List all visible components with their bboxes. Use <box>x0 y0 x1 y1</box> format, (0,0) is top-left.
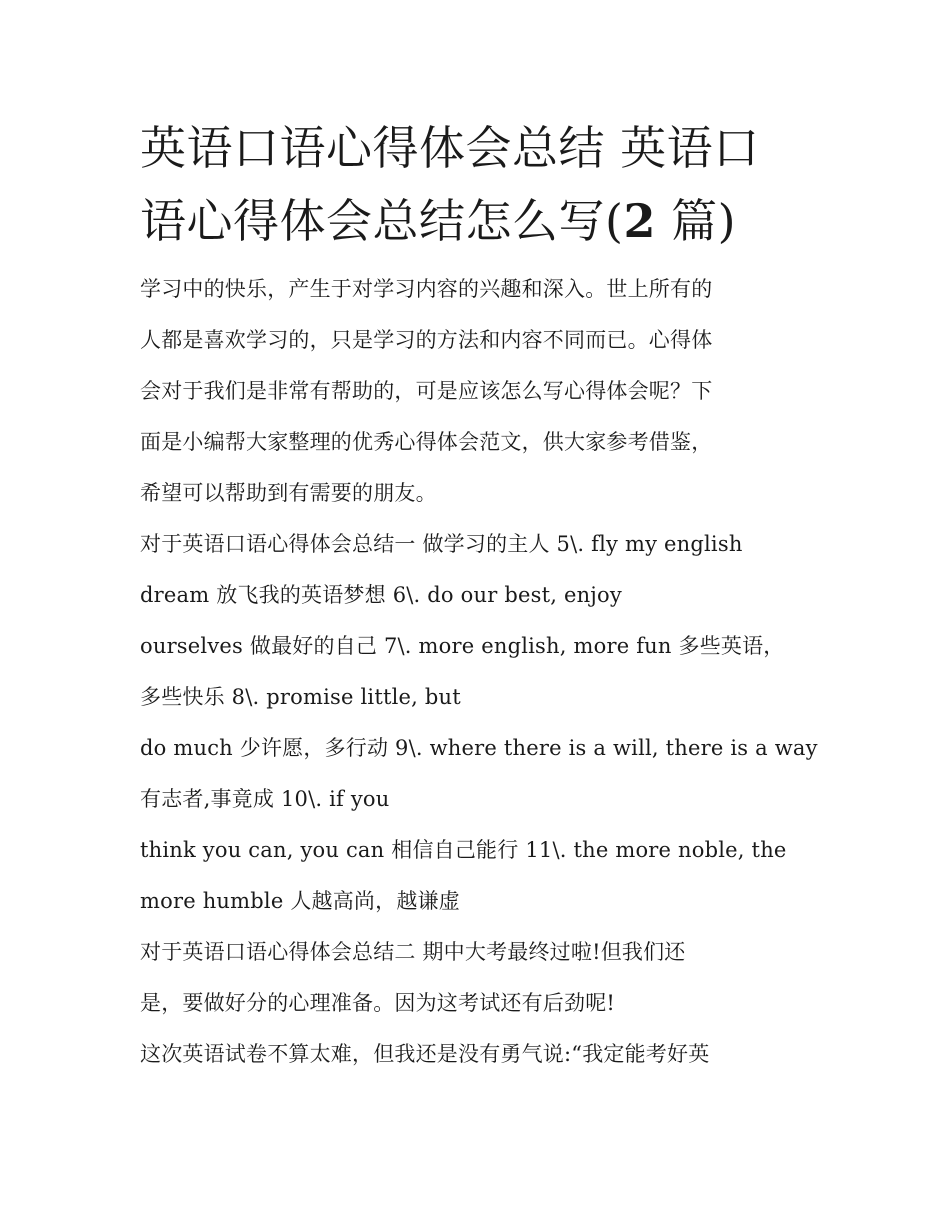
intro-line: 会对于我们是非常有帮助的，可是应该怎么写心得体会呢？下 <box>140 379 713 403</box>
document-title <box>140 112 815 258</box>
intro-line: 学习中的快乐，产生于对学习内容的兴趣和深入。世上所有的 <box>140 277 713 301</box>
section-one-line: more humble 人越高尚，越谦虚 <box>140 889 460 913</box>
section-two-line: 这次英语试卷不算太难，但我还是没有勇气说:“我定能考好英 <box>140 1042 710 1066</box>
intro-paragraph <box>140 264 815 519</box>
title-line-2-suffix: 篇) <box>655 194 737 248</box>
section-one-line: think you can, you can 相信自己能行 11\. the more noble, the <box>140 838 787 862</box>
title-line-1: 英语口语心得体会总结 英语口 <box>140 121 760 175</box>
section-two-line: 对于英语口语心得体会总结二 期中大考最终过啦!但我们还 <box>140 940 686 964</box>
section-two-paragraph <box>140 927 815 1080</box>
section-one-line: ourselves 做最好的自己 7\. more english, more fun 多些英语， <box>140 634 785 658</box>
section-one-line: do much 少许愿，多行动 9\. where there is a will, there is a way <box>140 736 818 760</box>
title-line-2-text: 语心得体会总结怎么写( <box>140 194 624 248</box>
section-one-line: 对于英语口语心得体会总结一 做学习的主人 5\. fly my english <box>140 532 743 556</box>
title-count: 2 <box>623 194 656 248</box>
intro-line: 希望可以帮助到有需要的朋友。 <box>140 481 437 505</box>
section-one-line: 多些快乐 8\. promise little, but <box>140 685 461 709</box>
document-page <box>140 112 818 1080</box>
section-one-paragraph <box>140 519 818 927</box>
intro-line: 面是小编帮大家整理的优秀心得体会范文，供大家参考借鉴， <box>140 430 713 454</box>
section-one-line: dream 放飞我的英语梦想 6\. do our best, enjoy <box>140 583 622 607</box>
intro-line: 人都是喜欢学习的，只是学习的方法和内容不同而已。心得体 <box>140 328 713 352</box>
section-two-line: 是，要做好分的心理准备。因为这考试还有后劲呢! <box>140 991 616 1015</box>
title-line-2 <box>140 185 815 258</box>
section-one-line: 有志者,事竟成 10\. if you <box>140 787 390 811</box>
